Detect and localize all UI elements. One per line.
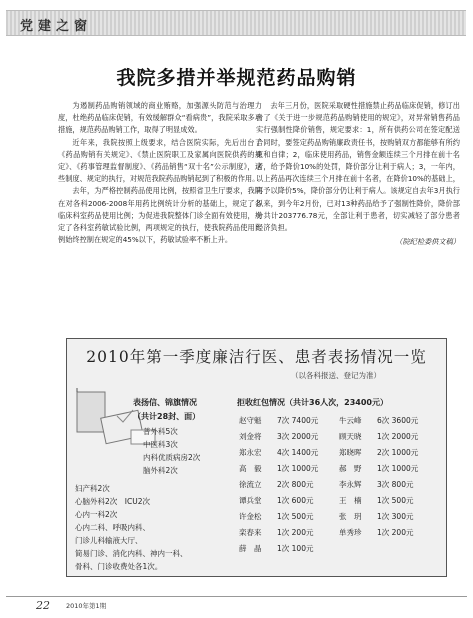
box-title: 2010年第一季度廉洁行医、患者表扬情况一览 xyxy=(86,348,427,366)
paragraph: 去年，为严格控制药品使用比例，按照省卫生厅要求，我院在对各科2006-2008年用药比例统计分析的基础上，规定了各临床科室药品使用比例；为促进我院整体门诊全面有效使用，规定了各科室药敏试验比例，两项规定的执行，使我院药品使用比例始终控制在规定的45%以下，药敏试验率不断上升。 xyxy=(58,186,262,245)
refuse-entry xyxy=(339,415,418,426)
refuse-name: 单秀珍 xyxy=(339,528,362,537)
gift-item: 中医科3次 xyxy=(143,440,178,449)
refuse-entry xyxy=(339,431,418,442)
gift-item: 妇产科2次 xyxy=(75,484,110,493)
gift-item: 普外科5次 xyxy=(143,427,178,436)
refuse-entry xyxy=(339,463,418,474)
refuse-entry xyxy=(239,463,318,474)
refuse-value: 6次 3600元 xyxy=(377,416,419,425)
refuse-entry xyxy=(239,511,313,522)
refuse-value: 1次 100元 xyxy=(277,544,314,553)
refuse-value: 1次 1000元 xyxy=(277,464,319,473)
refuse-name: 刘金将 xyxy=(239,432,262,441)
gift-item: 简易门诊、消化内科、神内一科、 xyxy=(75,549,188,558)
refuse-name: 郑晓晖 xyxy=(339,448,362,457)
refuse-value: 1次 500元 xyxy=(377,496,414,505)
refuse-value: 1次 1000元 xyxy=(377,464,419,473)
refuse-name: 牛云峰 xyxy=(339,416,362,425)
gift-item: 脑外科2次 xyxy=(143,466,178,475)
refuse-entry xyxy=(239,495,313,506)
gift-item: 骨科、门诊收费处各1次。 xyxy=(75,562,163,571)
refuse-value: 3次 800元 xyxy=(377,480,414,489)
gifts-total: （共计28封、面） xyxy=(133,412,201,421)
refuse-name: 张 玥 xyxy=(339,512,362,521)
refuse-name: 栾春来 xyxy=(239,528,262,537)
refuse-entry xyxy=(339,511,413,522)
page-number: 22 xyxy=(36,599,50,612)
paragraph: 为遏制药品购销领域的商业贿赂，加强源头防范与治理力度，杜绝药品临床促销，有效缓解群众“看病贵”，我院采取多项措施，规范药品购销工作，取得了明显成效。 xyxy=(58,101,262,135)
refuse-value: 2次 1000元 xyxy=(377,448,419,457)
page-footer xyxy=(6,590,467,612)
refuse-value: 3次 2000元 xyxy=(277,432,319,441)
refuse-entry xyxy=(239,479,313,490)
refuse-value: 1次 300元 xyxy=(377,512,414,521)
gift-item: 心脑外科2次 ICU2次 xyxy=(75,497,150,506)
refuse-name: 郑永宏 xyxy=(239,448,262,457)
summary-box xyxy=(66,338,447,577)
article-right-column xyxy=(256,100,460,248)
refuse-entry xyxy=(339,495,413,506)
refuse-name: 薛 晶 xyxy=(239,544,262,553)
refuse-name: 郝 野 xyxy=(339,464,362,473)
refuse-name: 许金松 xyxy=(239,512,262,521)
article-title: 我院多措并举规范药品购销 xyxy=(116,67,357,89)
issue-label: 2010年第1期 xyxy=(66,602,107,610)
section-label: 党建之窗 xyxy=(20,19,93,34)
gift-item: 内科优质病房2次 xyxy=(143,453,201,462)
gift-item: 心内二科、呼吸内科、 xyxy=(75,523,150,532)
paragraph: 去年三月份，医院采取硬性措施禁止药品临床促销，修订出台了《关于进一步规范药品购销使用的规定》，对异常销售药品实行强制性降价销售，规定要求：1，所有供药公司在签定配送合同时，要签定药品购销廉政责任书，按购销双方都能够有所约束和自律；2，临床使用药品，销售金额连续三个月排在前十名者，给予降价10%的处罚，降价部分让利于病人；3，一年内，以上药品再次连续三个月排在前十名者，在降价10%的基础上，再予以降价5%，降价部分仍让利于病人。该规定自去年3月执行以来，到今年2月份，已对13种药品给予了强制性降价，降价部分共计203776.78元，全部让利于患者，切实减轻了部分患者经济负担。 xyxy=(256,101,460,233)
refuse-entry xyxy=(239,447,318,458)
gift-item: 门诊儿科输液大厅、 xyxy=(75,536,143,545)
paragraph: 近年来，我院按照上级要求，结合医院实际，先后出台了《药品购销有关规定》、《禁止医院职工及家属向医院供药的规定》、《药事管理监督制度》、《药品销售“双十名”公示制度》，这些制度、规定的执行，对规范我院药品购销起到了积极的作用。 xyxy=(58,137,262,184)
refuse-entry xyxy=(239,543,313,554)
refuse-value: 4次 1400元 xyxy=(277,448,319,457)
refuse-entry xyxy=(239,431,318,442)
refuse-value: 1次 2000元 xyxy=(377,432,419,441)
refuse-value: 1次 500元 xyxy=(277,512,314,521)
gifts-heading: 表扬信、锦旗情况 xyxy=(133,398,197,407)
refuse-name: 谭兵堂 xyxy=(239,496,262,505)
refuse-name: 李永辉 xyxy=(339,480,362,489)
refuse-entry xyxy=(339,479,413,490)
refuse-entry xyxy=(339,527,413,538)
refuse-value: 1次 200元 xyxy=(277,528,314,537)
refuse-name: 顾天晓 xyxy=(339,432,362,441)
refuse-name: 王 楠 xyxy=(339,496,362,505)
article-left-column xyxy=(58,100,262,246)
refuse-entry xyxy=(339,447,418,458)
gift-item: 心内一科2次 xyxy=(75,510,118,519)
refuse-value: 7次 7400元 xyxy=(277,416,319,425)
article-signoff: （院纪检委供文稿） xyxy=(395,237,460,247)
refuse-entry xyxy=(239,415,318,426)
footer-divider xyxy=(6,596,467,597)
refuse-value: 1次 600元 xyxy=(277,496,314,505)
refuse-name: 徐流立 xyxy=(239,480,262,489)
refuse-name: 赵守魁 xyxy=(239,416,262,425)
refuse-value: 1次 200元 xyxy=(377,528,414,537)
refuse-name: 高 毅 xyxy=(239,464,262,473)
box-note: （以各科报送、登记为准） xyxy=(291,371,381,380)
refuse-heading: 拒收红包情况（共计36人次，23400元） xyxy=(237,398,388,407)
refuse-value: 2次 800元 xyxy=(277,480,314,489)
refuse-entry xyxy=(239,527,313,538)
